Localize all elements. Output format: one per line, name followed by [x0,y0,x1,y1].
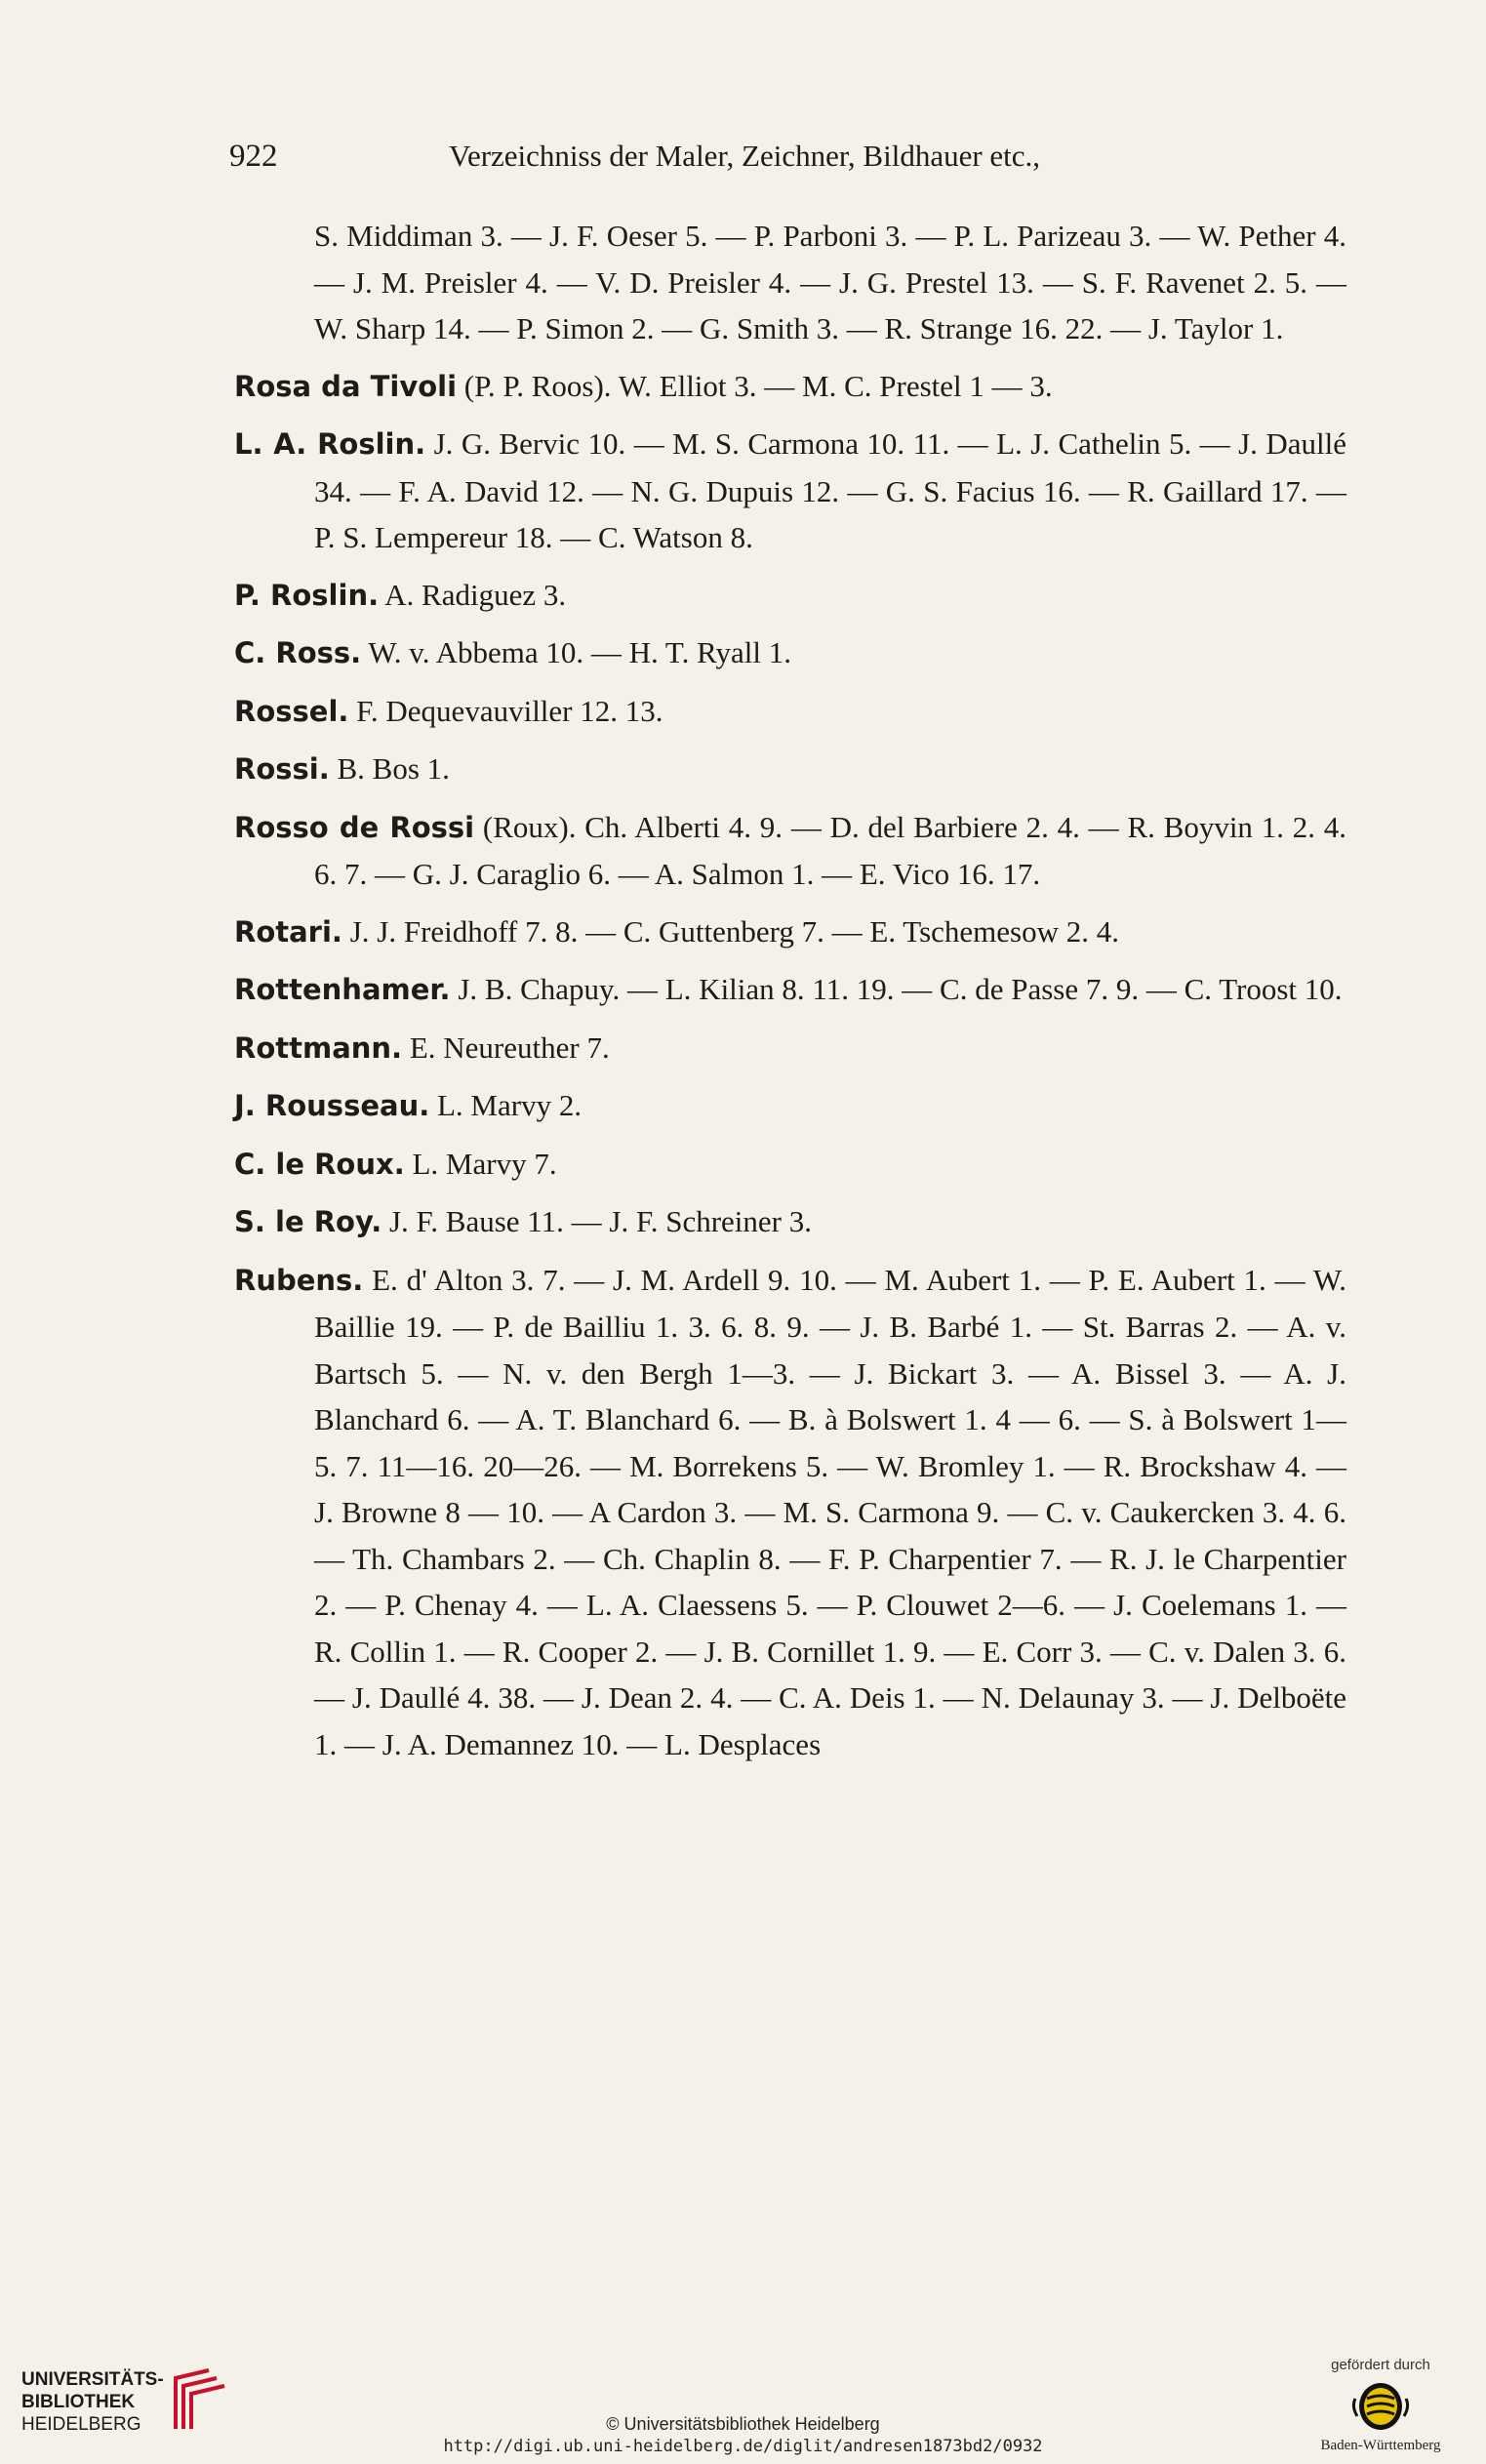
index-entries [234,213,1346,1778]
page-number: 922 [229,139,278,174]
entry-headword: Rubens. [234,1263,364,1297]
entry-headword: Rossel. [234,694,349,728]
entry-text: F. Dequevauviller 12. 13. [348,693,663,728]
entry-text: J. J. Freidhoff 7. 8. — C. Guttenberg 7. — E. Tschemesow 2. 4. [341,913,1119,949]
index-entry [234,966,1346,1014]
entry-headword: Rottmann. [234,1030,403,1065]
entry-text: S. Middiman 3. — J. F. Oeser 5. — P. Parboni 3. — P. L. Parizeau 3. — W. Pether 4. — J. M. Preisler 4. — V. D. Preisler 4. — J. G. Prestel 13. — S. F. Ravenet 2. 5. — W. Sharp 14. — P. Simon 2. — G. Smith 3. — R. Strange 16. 22. — J. Taylor 1. [314,219,1346,345]
index-entry [234,1025,1346,1072]
library-name-line1: UNIVERSITÄTS- [21,2369,164,2390]
entry-headword: Rossi. [234,752,330,786]
entry-headword: Rosa da Tivoli [234,369,458,403]
index-entry [234,1141,1346,1189]
source-url[interactable]: http://digi.ub.uni-heidelberg.de/diglit/andresen1873bd2/0932 [443,2437,1043,2456]
library-logo[interactable] [21,2368,226,2446]
baden-wuerttemberg-crest-icon [1351,2379,1410,2434]
index-entry [234,363,1346,411]
index-entry [234,1082,1346,1130]
entry-text: L. Marvy 2. [429,1088,582,1122]
entry-text: B. Bos 1. [329,751,450,786]
index-entry [234,213,1346,352]
entry-headword: L. A. Roslin. [234,427,426,461]
index-entry [234,804,1346,898]
entry-headword: C. Ross. [234,636,362,669]
entry-text: J. F. Bause 11. — J. F. Schreiner 3. [382,1204,812,1238]
entry-text: W. v. Abbema 10. — H. T. Ryall 1. [361,635,791,669]
entry-headword: P. Roslin. [234,578,380,612]
sponsor-block [1298,2357,1464,2454]
library-name-line2: BIBLIOTHEK [21,2392,136,2412]
entry-headword: J. Rousseau. [234,1089,430,1122]
entry-text: A. Radiguez 3. [379,577,567,612]
index-entry [234,629,1346,677]
index-entry [234,746,1346,793]
library-name-line3: HEIDELBERG [21,2414,141,2435]
entry-headword: Rotari. [234,914,342,949]
index-entry [234,572,1346,620]
index-entry [234,1198,1346,1246]
entry-text: E. d' Alton 3. 7. — J. M. Ardell 9. 10. — M. Aubert 1. — P. E. Aubert 1. — W. Baillie 19. — P. de Bailliu 1. 3. 6. 8. 9. — J. B. Barbé 1. — St. Barras 2. — A. v. Bartsch 5. — N. v. den Bergh 1—3. — J. Bickart 3. — A. Bissel 3. — A. J. Blanchard 6. — A. T. Blanchard 6. — B. à Bolswert 1. 4 — 6. — S. à Bolswert 1—5. 7. 11—16. 20—26. — M. Borrekens 5. — W. Bromley 1. — R. Brockshaw 4. — J. Browne 8 — 10. — A Cardon 3. — M. S. Carmona 9. — C. v. Caukercken 3. 4. 6. — Th. Chambars 2. — Ch. Chaplin 8. — F. P. Charpentier 7. — R. J. le Charpentier 2. — P. Chenay 4. — L. A. Claessens 5. — P. Clouwet 2—6. — J. Coelemans 1. — R. Collin 1. — R. Cooper 2. — J. B. Cornillet 1. 9. — E. Corr 3. — C. v. Dalen 3. 6. — J. Daullé 4. 38. — J. Dean 2. 4. — C. A. Deis 1. — N. Delaunay 3. — J. Delboëte 1. — J. A. Demannez 10. — L. Desplaces [314,1262,1346,1761]
entry-text: J. G. Bervic 10. — M. S. Carmona 10. 11. — L. J. Cathelin 5. — J. Daullé 34. — F. A. David 12. — N. G. Dupuis 12. — G. S. Facius 16. — R. Gaillard 17. — P. S. Lempereur 18. — C. Watson 8. [314,426,1346,554]
sponsor-label: gefördert durch [1331,2357,1430,2373]
index-entry [234,421,1346,561]
copyright-notice: © Universitätsbibliothek Heidelberg [606,2414,880,2434]
index-entry [234,1257,1346,1768]
entry-headword: S. le Roy. [234,1205,382,1238]
sponsor-name: Baden-Württemberg [1320,2438,1441,2453]
index-entry [234,688,1346,736]
entry-text: E. Neureuther 7. [402,1030,610,1065]
index-entry [234,909,1346,956]
entry-text: (P. P. Roos). W. Elliot 3. — M. C. Prestel 1 — 3. [457,368,1053,403]
entry-headword: Rosso de Rossi [234,810,475,844]
entry-headword: C. le Roux. [234,1147,405,1181]
entry-text: J. B. Chapuy. — L. Kilian 8. 11. 19. — C. de Passe 7. 9. — C. Troost 10. [450,972,1343,1006]
entry-headword: Rottenhamer. [234,973,451,1006]
entry-text: (Roux). Ch. Alberti 4. 9. — D. del Barbiere 2. 4. — R. Boyvin 1. 2. 4. 6. 7. — G. J. Caraglio 6. — A. Salmon 1. — E. Vico 16. 17. [314,809,1346,891]
entry-text: L. Marvy 7. [404,1146,557,1181]
running-title: Verzeichniss der Maler, Zeichner, Bildhauer etc., [449,139,1041,173]
